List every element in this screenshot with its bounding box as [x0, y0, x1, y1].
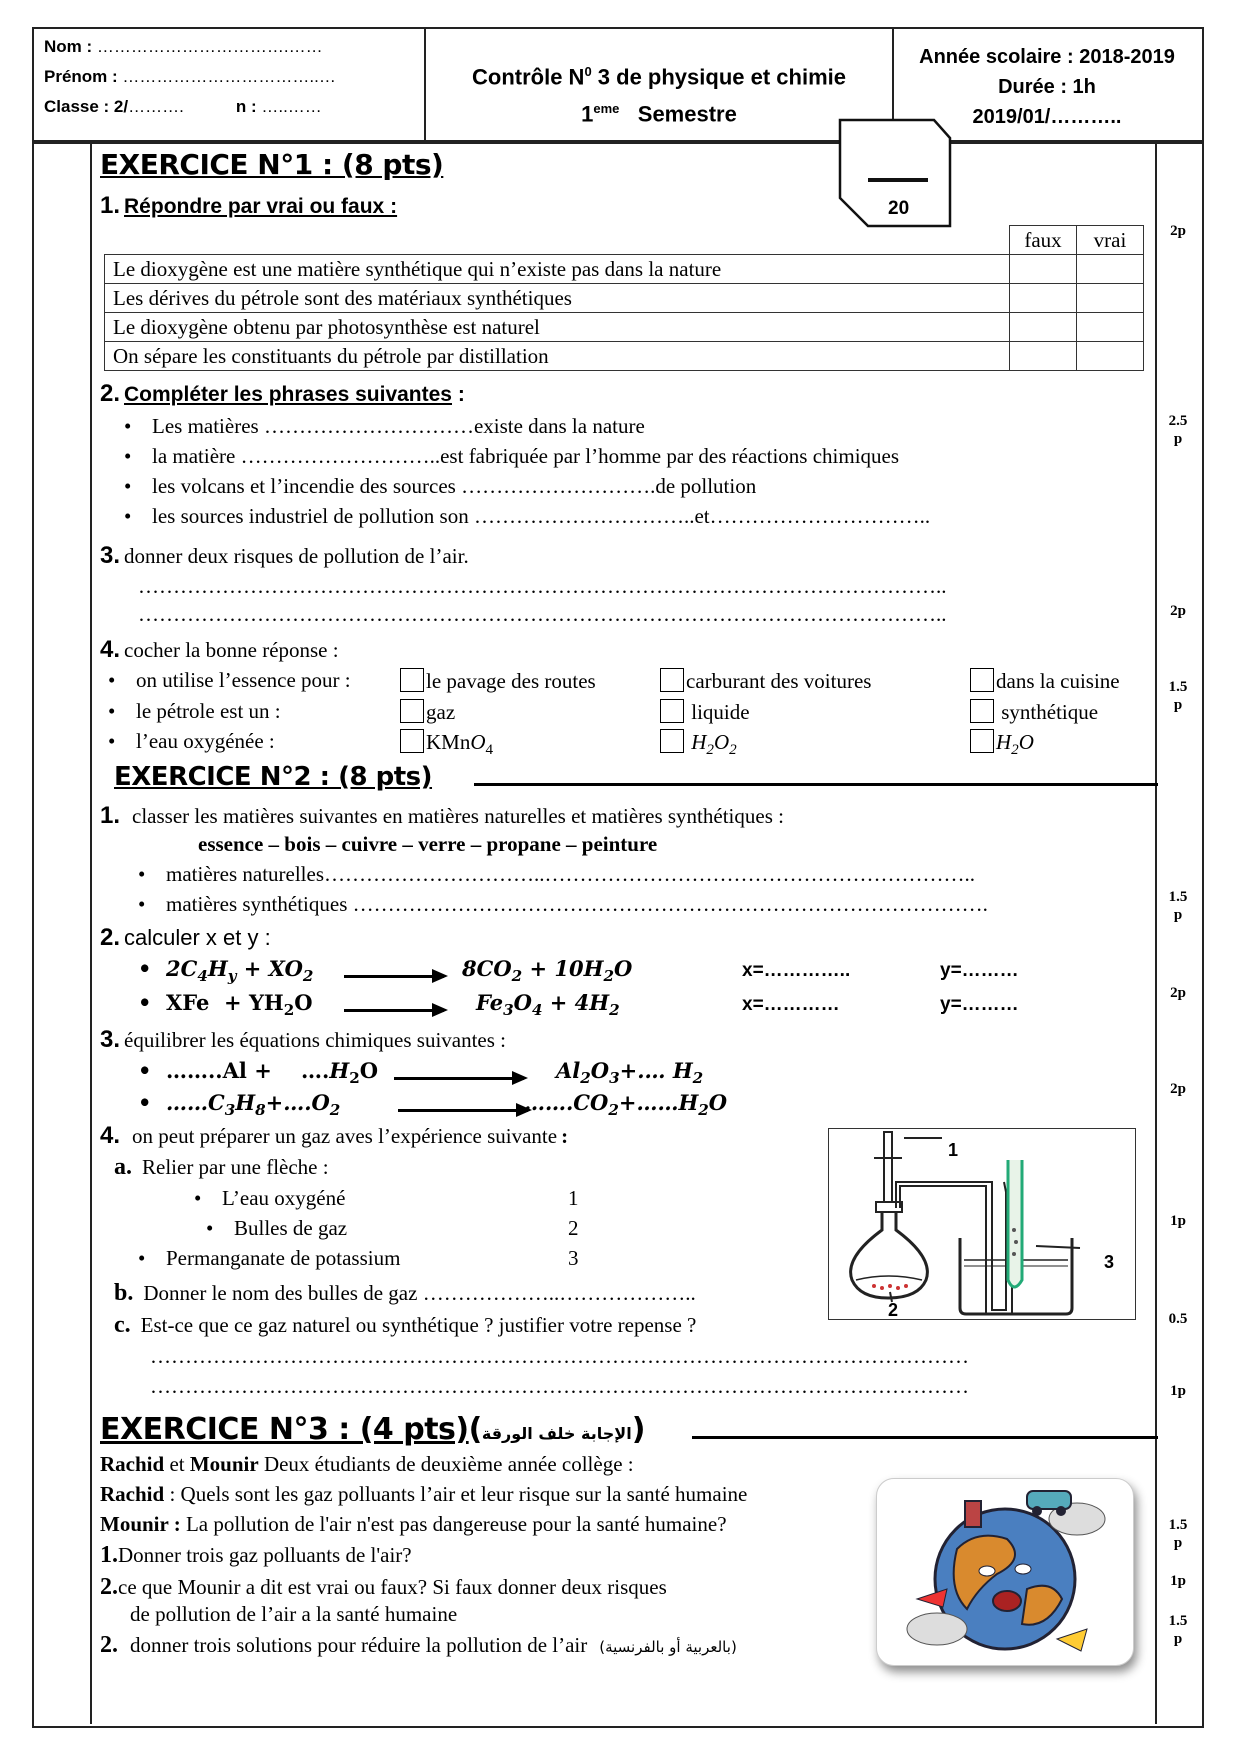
balance-eq-2-left[interactable]: • $\dots\dots C_3H_8+\dots.O_2$ — [166, 1090, 340, 1119]
answer-line[interactable]: ……………………………………………………………………………………………………… — [150, 1344, 969, 1368]
relier-item[interactable]: • Permanganate de potassium — [166, 1246, 400, 1271]
q4-label-essence: • on utilise l’essence pour : — [136, 668, 351, 693]
option-cuisine[interactable]: dans la cuisine — [970, 668, 1120, 694]
reaction-arrow — [344, 1009, 444, 1012]
relier-item[interactable]: • L’eau oxygéné — [222, 1186, 345, 1211]
ex2-q4: 4. on peut préparer un gaz aves l’expérience suivante : — [100, 1122, 569, 1149]
balance-eq-1-right[interactable]: $Al_2O_3+.\dots$ $H_2$ — [556, 1058, 704, 1088]
ex3-title-rule — [692, 1436, 1158, 1439]
ex3-title: EXERCICE N°3 : (4 pts)(الإجابة خلف الورقة) — [100, 1412, 645, 1447]
x-answer-2[interactable]: x=………… — [742, 994, 840, 1015]
naturelles-line[interactable]: • matières naturelles…………………………..…………………………………………………….. — [166, 862, 975, 887]
checkbox[interactable] — [400, 699, 424, 723]
ex2-q1: 1. classer les matières suivantes en matières naturelles et matières synthétiques : — [100, 802, 784, 829]
checkbox[interactable] — [400, 668, 424, 692]
q4-label-eau: • l’eau oxygénée : — [136, 729, 275, 754]
equation-2-left: • XFe + $YH_2O$ — [166, 990, 313, 1019]
exam-meta: Année scolaire : 2018-2019 Durée : 1h 2019/01/……….. — [919, 46, 1175, 128]
ex2-q2: 2. calculer x et y : — [100, 924, 271, 951]
figure-label-1: 1 — [948, 1140, 959, 1160]
points-ex2-q3: 2p — [1170, 1081, 1186, 1097]
option-h2o2[interactable]: $H_2O_2$ — [660, 729, 737, 759]
ex2-q3: 3. équilibrer les équations chimiques suivantes : — [100, 1026, 507, 1053]
ex1-title: EXERCICE N°1 : (8 pts) — [100, 148, 444, 181]
sick-earth-icon — [877, 1479, 1133, 1665]
synthetiques-line[interactable]: • matières synthétiques ………………………………………………………………………………. — [166, 892, 988, 917]
checkbox[interactable] — [660, 729, 684, 753]
q2-sentence: • les volcans et l’incendie des sources ……………………….de pollution — [152, 474, 756, 499]
answer-cell[interactable] — [1010, 313, 1077, 342]
points-ex3-q1: 1.5 p — [1168, 1517, 1188, 1551]
points-ex2-q4c: 1p — [1170, 1383, 1186, 1399]
faux-header: faux — [1010, 226, 1077, 255]
points-ex2-q2: 2p — [1170, 985, 1186, 1001]
true-false-table — [104, 225, 1144, 371]
reaction-arrow — [398, 1109, 528, 1112]
prenom-row: Prénom : ……………………………..… — [44, 67, 336, 86]
answer-line[interactable]: …………………………………………………………………………………………………….. — [138, 574, 947, 598]
points-ex1-q2-text: 2.5 p — [1168, 413, 1188, 447]
points-ex2-q4b: 0.5 — [1168, 1311, 1188, 1327]
option-h2o[interactable]: $H_2O$ — [970, 729, 1034, 759]
exam-title: Contrôle $N^0$ 3 de physique et chimie 1eme Semestre — [472, 64, 846, 127]
q2-sentence: • les sources industriel de pollution son …………………………..et………………………….. — [152, 504, 930, 529]
ex2-title-rule — [474, 783, 1158, 786]
materials-list: essence – bois – cuivre – verre – propane – peinture — [198, 832, 658, 856]
equation-1-right: $8CO_2 + 10H_2O$ — [462, 956, 633, 986]
y-answer-2[interactable]: y=……… — [940, 994, 1019, 1015]
ex3-q2-cont: de pollution de l’air a la santé humaine — [130, 1602, 458, 1626]
ex3-q2: 2.ce que Mounir a dit est vrai ou faux? Si faux donner deux risques — [100, 1574, 667, 1600]
equation-2-right: $Fe_3O_4 + 4H_2$ — [476, 990, 620, 1020]
points-ex2-q1: 1.5 p — [1168, 889, 1188, 923]
ex2-q4a: a. Relier par une flèche : — [114, 1154, 329, 1180]
left-margin-line — [90, 142, 92, 1724]
q2-sentence: • Les matières …………………………existe dans la nature — [152, 414, 645, 439]
table-row: Le dioxygène obtenu par photosynthèse est naturel — [105, 313, 1144, 342]
answer-cell[interactable] — [1077, 255, 1144, 284]
points-column-line — [1155, 142, 1157, 1724]
answer-cell[interactable] — [1010, 255, 1077, 284]
student-info — [44, 32, 336, 122]
ex1-q3: 3. donner deux risques de pollution de l’air. — [100, 542, 469, 569]
ex3-q1: 1.Donner trois gaz polluants de l'air? — [100, 1542, 412, 1568]
table-row: Les dérives du pétrole sont des matériaux synthétiques — [105, 284, 1144, 313]
option-kmno4[interactable]: KMnO$_4$ — [400, 729, 493, 759]
option-carburant[interactable]: carburant des voitures — [660, 668, 871, 694]
table-row: Le dioxygène est une matière synthétique qui n’existe pas dans la nature — [105, 255, 1144, 284]
points-ex1-q3: 2p — [1170, 603, 1186, 619]
checkbox[interactable] — [970, 699, 994, 723]
ex3-q3: 2. donner trois solutions pour réduire la pollution de l’air (بالعربية أو بالفرنسية) — [100, 1632, 737, 1658]
points-ex1-q4: 1.5 p — [1168, 679, 1188, 713]
answer-cell[interactable] — [1077, 284, 1144, 313]
answer-cell[interactable] — [1077, 342, 1144, 371]
checkbox[interactable] — [970, 668, 994, 692]
relier-number[interactable]: 1 — [568, 1186, 579, 1210]
option-gaz[interactable]: gaz — [400, 699, 455, 725]
equation-1-left: • $2C_4H_y + XO_2$ — [166, 956, 313, 985]
ex1-q4: 4. cocher la bonne réponse : — [100, 636, 339, 663]
balance-eq-2-right[interactable]: $\dots\dots.CO_2+\dots\dots H_2O$ — [524, 1090, 728, 1120]
ex3-rachid: Rachid : Quels sont les gaz polluants l’air et leur risque sur la santé humaine — [100, 1482, 748, 1506]
answer-cell[interactable] — [1010, 342, 1077, 371]
ex1-q1: 1. Répondre par vrai ou faux : — [100, 192, 398, 219]
relier-number[interactable]: 2 — [568, 1216, 579, 1240]
points-ex3-q3: 1.5 p — [1168, 1613, 1188, 1647]
score-total: 20 — [888, 198, 910, 219]
vrai-header: vrai — [1077, 226, 1144, 255]
figure-label-3: 3 — [1104, 1252, 1115, 1272]
points-ex3-q2: 1p — [1170, 1573, 1186, 1589]
experiment-figure — [830, 1130, 1134, 1318]
answer-cell[interactable] — [1077, 313, 1144, 342]
answer-line[interactable]: …………………………………………………………………………………………………….. — [138, 602, 947, 626]
balance-eq-1-left[interactable]: • ……..Al + $\dots.H_2O$ — [166, 1058, 378, 1087]
answer-cell[interactable] — [1010, 284, 1077, 313]
option-liquide[interactable]: liquide — [660, 699, 750, 725]
y-answer-1[interactable]: y=……… — [940, 960, 1019, 981]
classe-row: Classe : 2/………. n : …..…… — [44, 97, 322, 116]
points-ex2-q4a: 1p — [1170, 1213, 1186, 1229]
ex2-title: EXERCICE N°2 : (8 pts) — [114, 762, 433, 792]
checkbox[interactable] — [970, 729, 994, 753]
pollution-illustration — [876, 1478, 1134, 1666]
option-pavage[interactable]: le pavage des routes — [400, 668, 596, 694]
checkbox[interactable] — [400, 729, 424, 753]
option-synthetique[interactable]: synthétique — [970, 699, 1098, 725]
reaction-arrow — [344, 975, 444, 978]
ex3-mounir: Mounir : La pollution de l'air n'est pas dangereuse pour la santé humaine? — [100, 1512, 727, 1536]
answer-line[interactable]: ……………………………………………………………………………………………………… — [150, 1374, 969, 1398]
figure-label-2: 2 — [888, 1300, 899, 1320]
q2-sentence: • la matière ………………………..est fabriquée par l’homme par des réactions chimiques — [152, 444, 899, 469]
ex2-q4b: b. Donner le nom des bulles de gaz ………………..……………….. — [114, 1280, 696, 1306]
table-row: On sépare les constituants du pétrole par distillation — [105, 342, 1144, 371]
ex2-q4c: c. Est-ce que ce gaz naturel ou synthétique ? justifier votre repense ? — [114, 1312, 697, 1338]
reaction-arrow — [394, 1077, 524, 1080]
ex3-intro: Rachid et Mounir Deux étudiants de deuxième année collège : — [100, 1452, 634, 1476]
x-answer-1[interactable]: x=………….. — [742, 960, 851, 981]
relier-number[interactable]: 3 — [568, 1246, 579, 1270]
checkbox[interactable] — [660, 699, 684, 723]
checkbox[interactable] — [660, 668, 684, 692]
ex1-q2: 2. Compléter les phrases suivantes : — [100, 380, 465, 407]
relier-item[interactable]: • Bulles de gaz — [234, 1216, 347, 1241]
points-ex1-q1: 2p — [1170, 223, 1186, 239]
nom-row: Nom : …………………………….…… — [44, 37, 323, 56]
q4-label-petrole: • le pétrole est un : — [136, 699, 281, 724]
